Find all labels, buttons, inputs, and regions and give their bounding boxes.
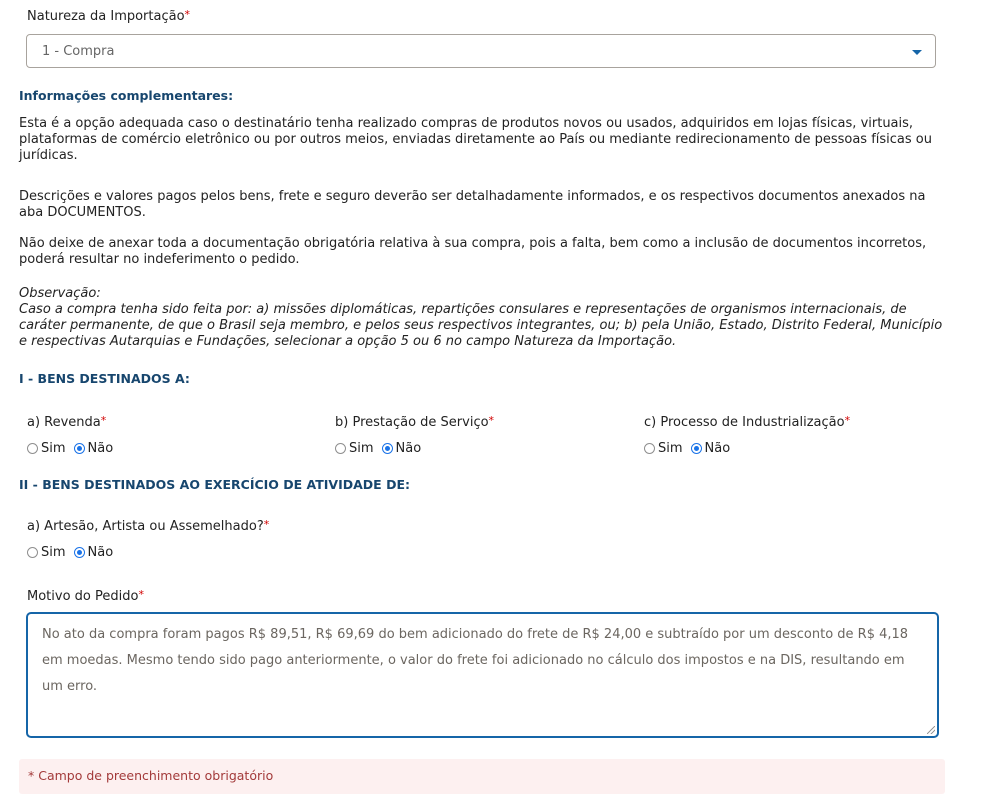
option-label: Sim <box>658 441 683 456</box>
section1-heading: I - BENS DESTINADOS A: <box>19 371 190 386</box>
option-label: Não <box>704 441 731 456</box>
prestacao-servico-sim-option[interactable] <box>335 441 374 456</box>
required-asterisk: * <box>184 8 191 21</box>
required-asterisk: * <box>844 414 851 427</box>
radio-unchecked-icon[interactable] <box>644 443 655 454</box>
motivo-label <box>27 589 144 604</box>
industrializacao-label <box>644 415 850 430</box>
section2-heading: II - BENS DESTINADOS AO EXERCÍCIO DE ATIVIDADE DE: <box>19 477 410 492</box>
prestacao-servico-label <box>335 415 494 430</box>
radio-checked-icon[interactable] <box>691 443 702 454</box>
option-label: Sim <box>349 441 374 456</box>
option-label: Não <box>395 441 422 456</box>
observacao-title: Observação: <box>19 286 101 301</box>
radio-unchecked-icon[interactable] <box>335 443 346 454</box>
natureza-label-text: Natureza da Importação <box>27 9 185 24</box>
industrializacao-label-text: c) Processo de Industrialização <box>644 415 845 430</box>
artesao-label-text: a) Artesão, Artista ou Assemelhado? <box>27 519 264 534</box>
info-paragraph-1: Esta é a opção adequada caso o destinatário tenha realizado compras de produtos novos ou usados, adquiridos em lojas físicas, virtuais, plataformas de comércio eletrônico ou por outros meios, enviadas diretamente ao País ou mediante redirecionamento de pessoas físicas ou jurídicas. <box>19 116 932 163</box>
radio-unchecked-icon[interactable] <box>27 443 38 454</box>
option-label: Sim <box>41 545 66 560</box>
revenda-label-text: a) Revenda <box>27 415 101 430</box>
prestacao-servico-radio-group <box>335 441 429 456</box>
revenda-label <box>27 415 106 430</box>
observacao-text: Caso a compra tenha sido feita por: a) missões diplomáticas, repartições consulares e representações de organismos internacionais, de caráter permanente, de que o Brasil seja membro, e pelos seus respectivos integrantes, ou; b) pela União, Estado, Distrito Federal, Município e respectivas Autarquias e Fundações, selecionar a opção 5 ou 6 no campo Natureza da Importação. <box>19 302 943 349</box>
required-fields-alert <box>19 759 945 794</box>
industrializacao-radio-group <box>644 441 738 456</box>
required-asterisk: * <box>263 518 270 531</box>
info-heading: Informações complementares: <box>19 88 234 103</box>
motivo-label-text: Motivo do Pedido <box>27 589 139 604</box>
option-label: Não <box>87 545 114 560</box>
prestacao-servico-label-text: b) Prestação de Serviço <box>335 415 489 430</box>
required-asterisk: * <box>138 588 144 601</box>
motivo-text: No ato da compra foram pagos R$ 89,51, R$ 69,69 do bem adicionado do frete de R$ 24,00 e subtraído por um desconto de R$ 4,18 em moedas. Mesmo tendo sido pago anteriormente, o valor do frete foi adicionado no cálculo dos impostos e na DIS, resultando em um erro. <box>42 627 909 694</box>
info-paragraph-2: Descrições e valores pagos pelos bens, frete e seguro deverão ser detalhadamente informados, e os respectivos documentos anexados na aba DOCUMENTOS. <box>19 189 926 220</box>
required-fields-alert-text: * Campo de preenchimento obrigatório <box>28 768 274 783</box>
revenda-nao-option[interactable] <box>74 441 114 456</box>
option-label: Sim <box>41 441 66 456</box>
radio-unchecked-icon[interactable] <box>27 547 38 558</box>
natureza-select[interactable] <box>26 34 936 68</box>
required-asterisk: * <box>100 414 107 427</box>
revenda-sim-option[interactable] <box>27 441 66 456</box>
artesao-nao-option[interactable] <box>74 545 114 560</box>
prestacao-servico-nao-option[interactable] <box>382 441 422 456</box>
industrializacao-sim-option[interactable] <box>644 441 683 456</box>
revenda-radio-group <box>27 441 121 456</box>
artesao-label <box>27 519 269 534</box>
resize-grip-icon[interactable] <box>927 726 935 734</box>
option-label: Não <box>87 441 114 456</box>
natureza-label <box>27 9 190 24</box>
radio-checked-icon[interactable] <box>74 547 85 558</box>
required-asterisk: * <box>488 414 495 427</box>
artesao-radio-group <box>27 545 121 560</box>
industrializacao-nao-option[interactable] <box>691 441 731 456</box>
info-paragraph-3: Não deixe de anexar toda a documentação obrigatória relativa à sua compra, pois a falta, bem como a inclusão de documentos incorretos, poderá resultar no indeferimento o pedido. <box>19 236 927 267</box>
caret-down-icon[interactable] <box>912 50 922 55</box>
motivo-textarea[interactable] <box>26 612 939 738</box>
radio-checked-icon[interactable] <box>382 443 393 454</box>
radio-checked-icon[interactable] <box>74 443 85 454</box>
natureza-selected-value: 1 - Compra <box>42 44 115 59</box>
artesao-sim-option[interactable] <box>27 545 66 560</box>
